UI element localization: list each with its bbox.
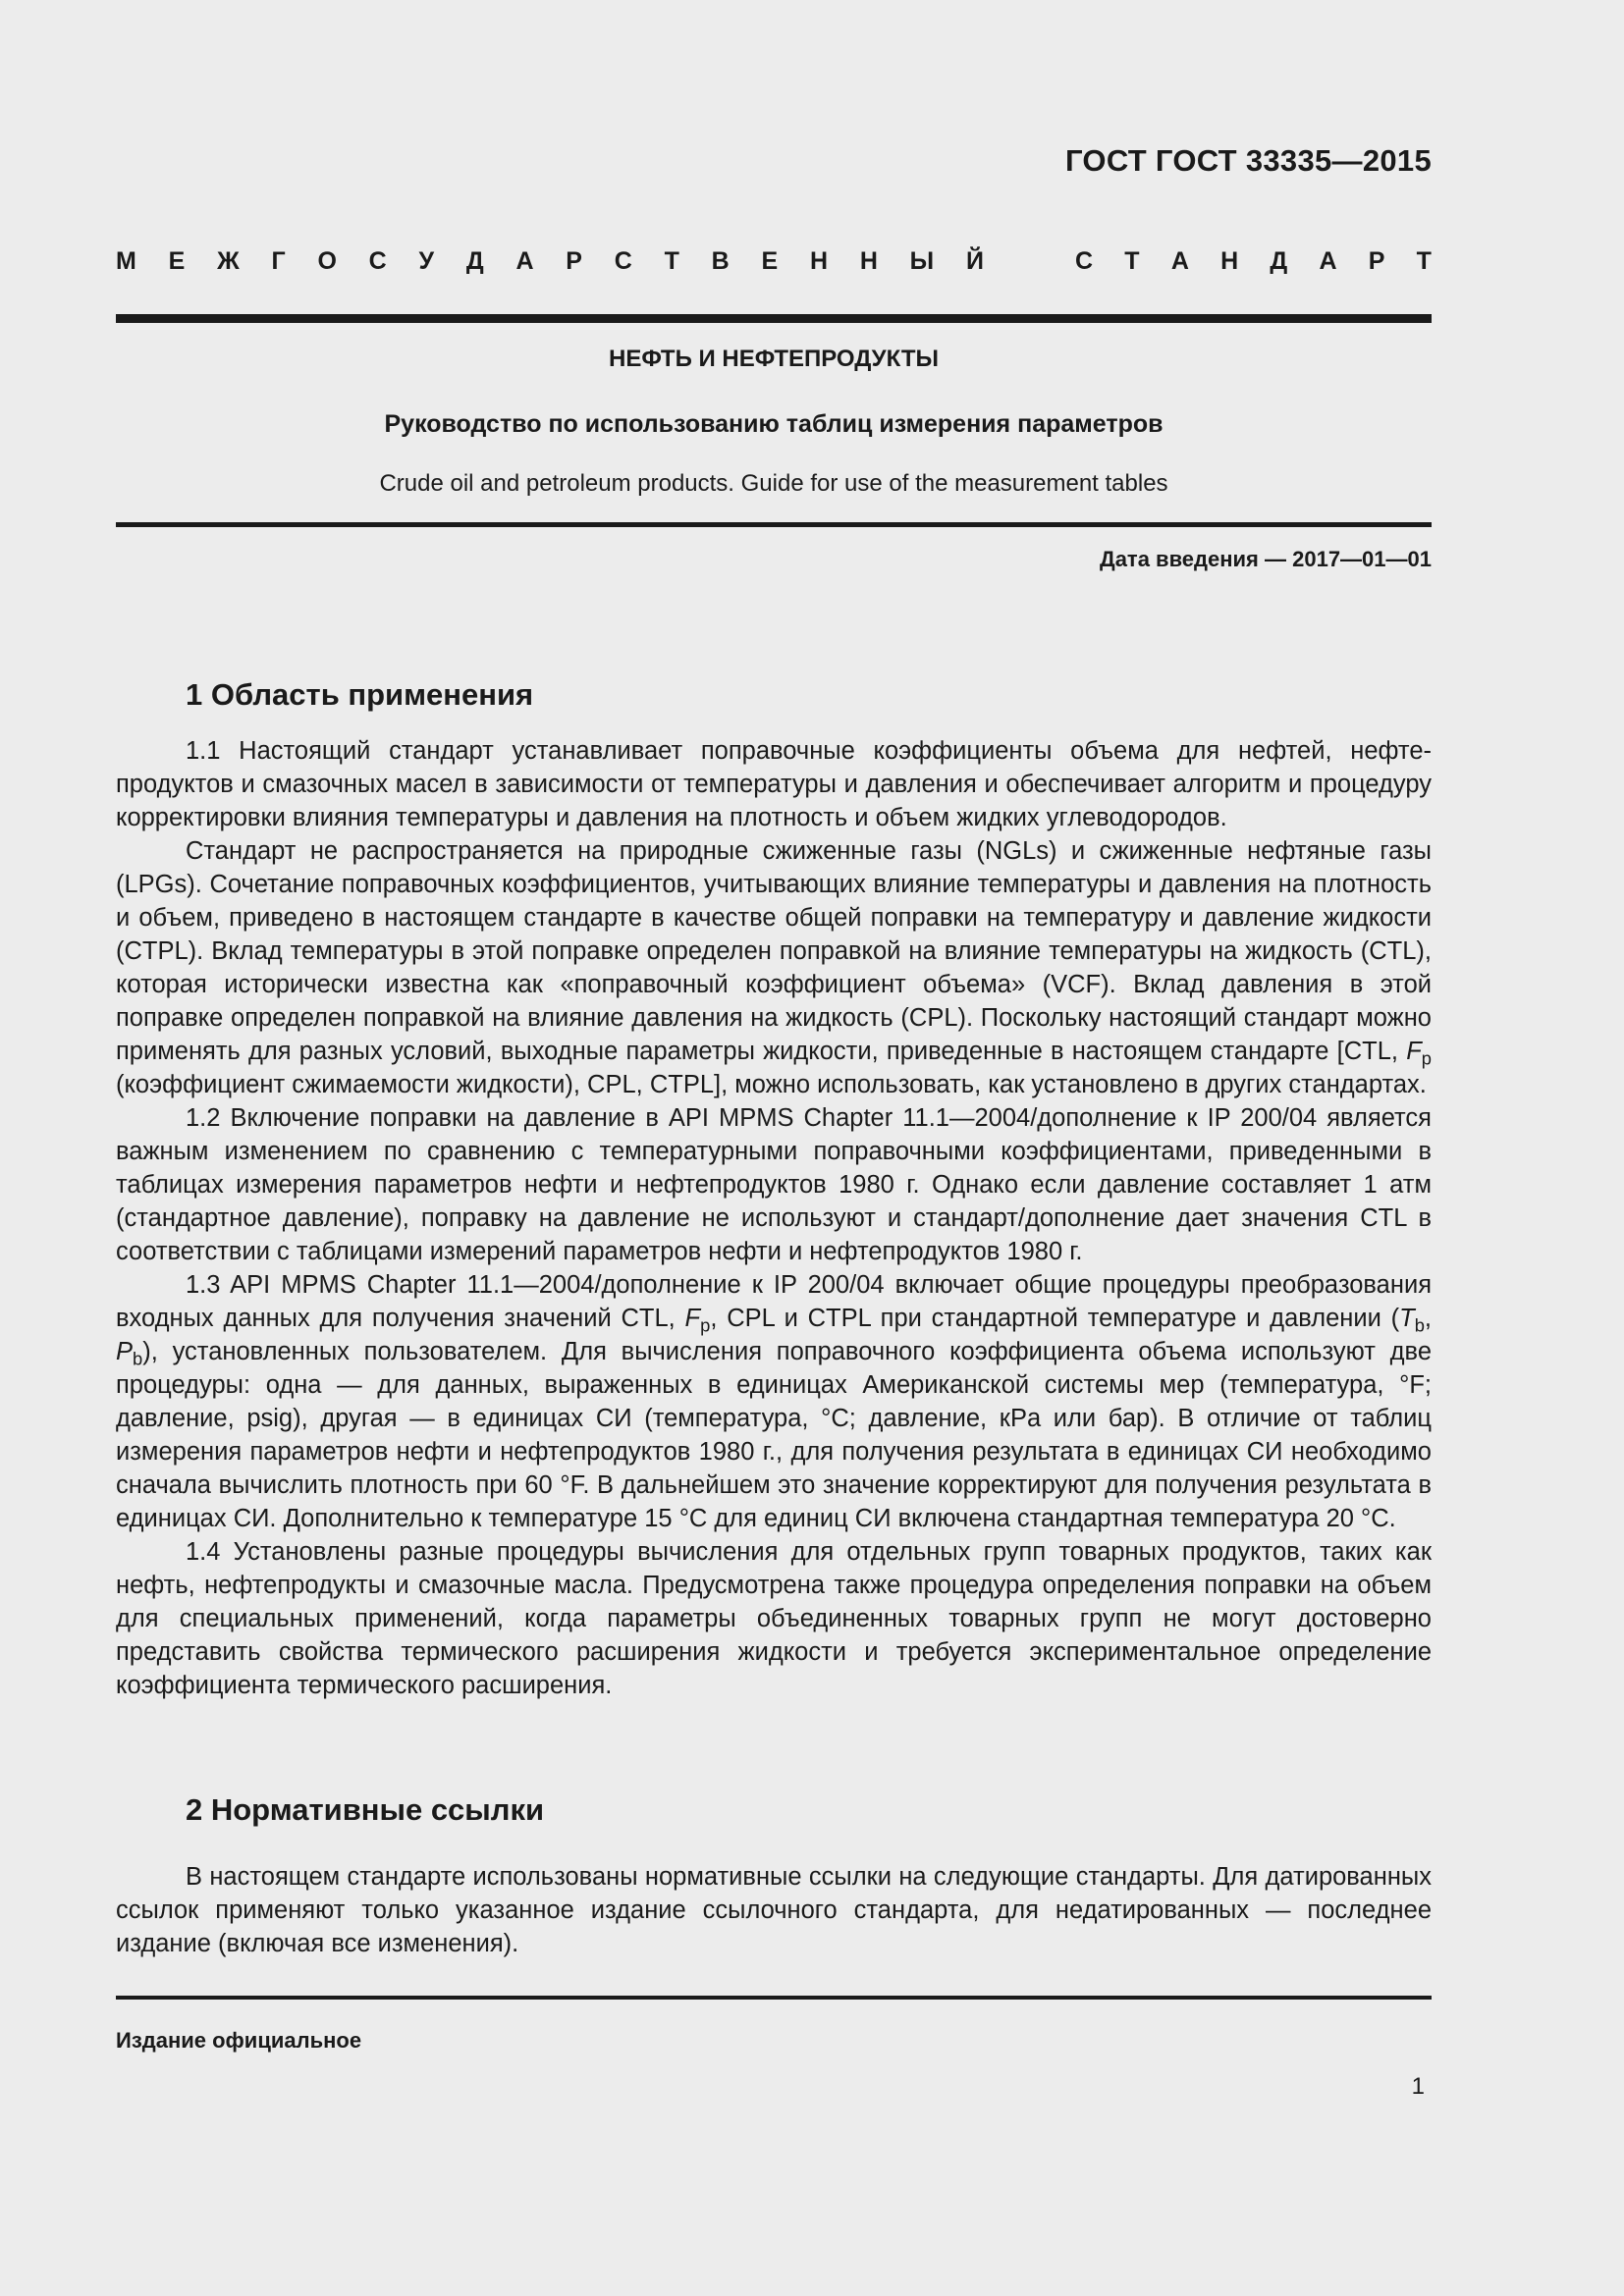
- interstate-letter: Ы: [909, 247, 935, 275]
- interstate-letter: Т: [1124, 247, 1140, 275]
- interstate-letter: Р: [566, 247, 582, 275]
- interstate-letter: Н: [1220, 247, 1239, 275]
- paragraph-2-1: В настоящем стандарте использованы нормативные ссылки на следующие стандарты. Для датированных ссылок применяют только указанное издание ссылочного стандарта, для недатированных — последнее издание (включая все изменения).: [116, 1863, 1432, 1957]
- paragraph-1-3: 1.3 API MPMS Chapter 11.1—2004/дополнение к IP 200/04 включает общие процедуры преобразования входных данных для получения значений CTL, $F_p$, CPL и CTPL при стандартной температуре и давлении ($T_b$, $P_b$), установленных пользователем. Для вычисления поправочного коэффициента объема используют две процедуры: одна — для данных, выраженных в единицах Американской системы мер (температура, °F; давление, psig), другая — в единицах СИ (температура, °C; давление, кPa или бар). В отличие от таблиц измерения параметров нефти и нефтепродуктов 1980 г., для получения результата в единицах СИ необходимо сначала вычислить плотность при 60 °F. В дальнейшем это значение корректируют для получения результата в единицах СИ. Дополнительно к температуре 15 °C для единиц СИ включена стандартная температура 20 °C.: [116, 1271, 1432, 1532]
- english-title: Crude oil and petroleum products. Guide for use of the measurement tables: [379, 470, 1168, 497]
- interstate-letter: С: [368, 247, 387, 275]
- paragraph-1-1: 1.1 Настоящий стандарт устанавливает поправочные коэффициенты объема для нефтей, нефтепродуктов и смазочных масел в зависимости от температуры и давления и обеспечивает алгоритм и процедуру корректировки влияния температуры и давления на плотность и объем жидких углеводородов.: [116, 737, 1432, 831]
- section-1-body: [116, 734, 1432, 1702]
- document-title: НЕФТЬ И НЕФТЕПРОДУКТЫ: [609, 346, 939, 372]
- interstate-letter: С: [614, 247, 632, 275]
- interstate-letter: Й: [965, 247, 984, 275]
- interstate-letter: А: [515, 247, 534, 275]
- interstate-letter: А: [1319, 247, 1337, 275]
- interstate-letter: Н: [809, 247, 829, 275]
- interstate-letter: Е: [168, 247, 186, 275]
- interstate-letter: Н: [859, 247, 878, 275]
- page-number: 1: [1411, 2073, 1425, 2100]
- interstate-letter: О: [317, 247, 337, 275]
- paragraph-1-1-scope: Стандарт не распространяется на природные сжиженные газы (NGLs) и сжиженные нефтяные газы (LPGs). Сочетание поправочных коэффициентов, учитывающих влияние температуры и давления на плотность и объем, приведено в настоящем стандарте в качестве общей поправки на температуру и давление жидкости (CTPL). Вклад температуры в этой поправке определен поправкой на влияние температуры на жидкость (CTL), которая исторически известна как «поправочный коэффициент объема» (VCF). Вклад давления в этой поправке определен поправкой на влияние давления на жидкость (CPL). Поскольку настоящий стандарт можно применять для разных условий, выходные параметры жидкости, приведенные в настоящем стандарте [CTL, $F_p$ (коэффициент сжимаемости жидкости), CPL, CTPL], можно использовать, как установлено в других стандартах.: [116, 837, 1432, 1098]
- paragraph-1-4: 1.4 Установлены разные процедуры вычисления для отдельных групп товарных продуктов, таких как нефть, нефтепродукты и смазочные масла. Предусмотрена также процедура определения поправки на объем для специальных применений, когда параметры объединенных товарных групп не могут достоверно представить свойства термического расширения жидкости и требуется экспериментальное определение коэффициента термического расширения.: [116, 1538, 1432, 1699]
- interstate-letter: Д: [1270, 247, 1288, 275]
- document-subtitle: Руководство по использованию таблиц измерения параметров: [384, 410, 1164, 438]
- interstate-word-2: [1075, 247, 1432, 276]
- title-rule: [116, 522, 1432, 527]
- footer-rule: [116, 1996, 1432, 2000]
- interstate-letter: Г: [271, 247, 286, 275]
- interstate-word-1: [116, 247, 984, 276]
- interstate-letter: С: [1075, 247, 1094, 275]
- introduction-date: Дата введения — 2017—01—01: [1100, 547, 1432, 571]
- official-edition-label: Издание официальное: [116, 2028, 362, 2053]
- section-2-heading: 2 Нормативные ссылки: [186, 1792, 545, 1827]
- interstate-letter: Е: [761, 247, 779, 275]
- interstate-letter: М: [116, 247, 136, 275]
- document-code: ГОСТ ГОСТ 33335—2015: [1064, 143, 1432, 178]
- interstate-letter: Т: [1416, 247, 1432, 275]
- interstate-letter: У: [418, 247, 435, 275]
- paragraph-1-2: 1.2 Включение поправки на давление в API MPMS Chapter 11.1—2004/дополнение к IP 200/04 является важным изменением по сравнению с температурными поправочными коэффициентами, приведенными в таблицах измерения параметров нефти и нефтепродуктов 1980 г. Однако если давление составляет 1 атм (стандартное давление), поправку на давление не используют и стандарт/дополнение дает значения CTL в соответствии с таблицами измерений параметров нефти и нефтепродуктов 1980 г.: [116, 1104, 1432, 1265]
- interstate-letter: Т: [664, 247, 679, 275]
- interstate-letter: Ж: [217, 247, 240, 275]
- interstate-standard-label: [116, 247, 1432, 276]
- interstate-letter: А: [1170, 247, 1189, 275]
- interstate-letter: В: [711, 247, 730, 275]
- section-2-body: [116, 1860, 1432, 1960]
- interstate-letter: Р: [1368, 247, 1385, 275]
- section-1-heading: 1 Область применения: [186, 677, 534, 712]
- interstate-letter: Д: [465, 247, 484, 275]
- header-rule: [116, 314, 1432, 323]
